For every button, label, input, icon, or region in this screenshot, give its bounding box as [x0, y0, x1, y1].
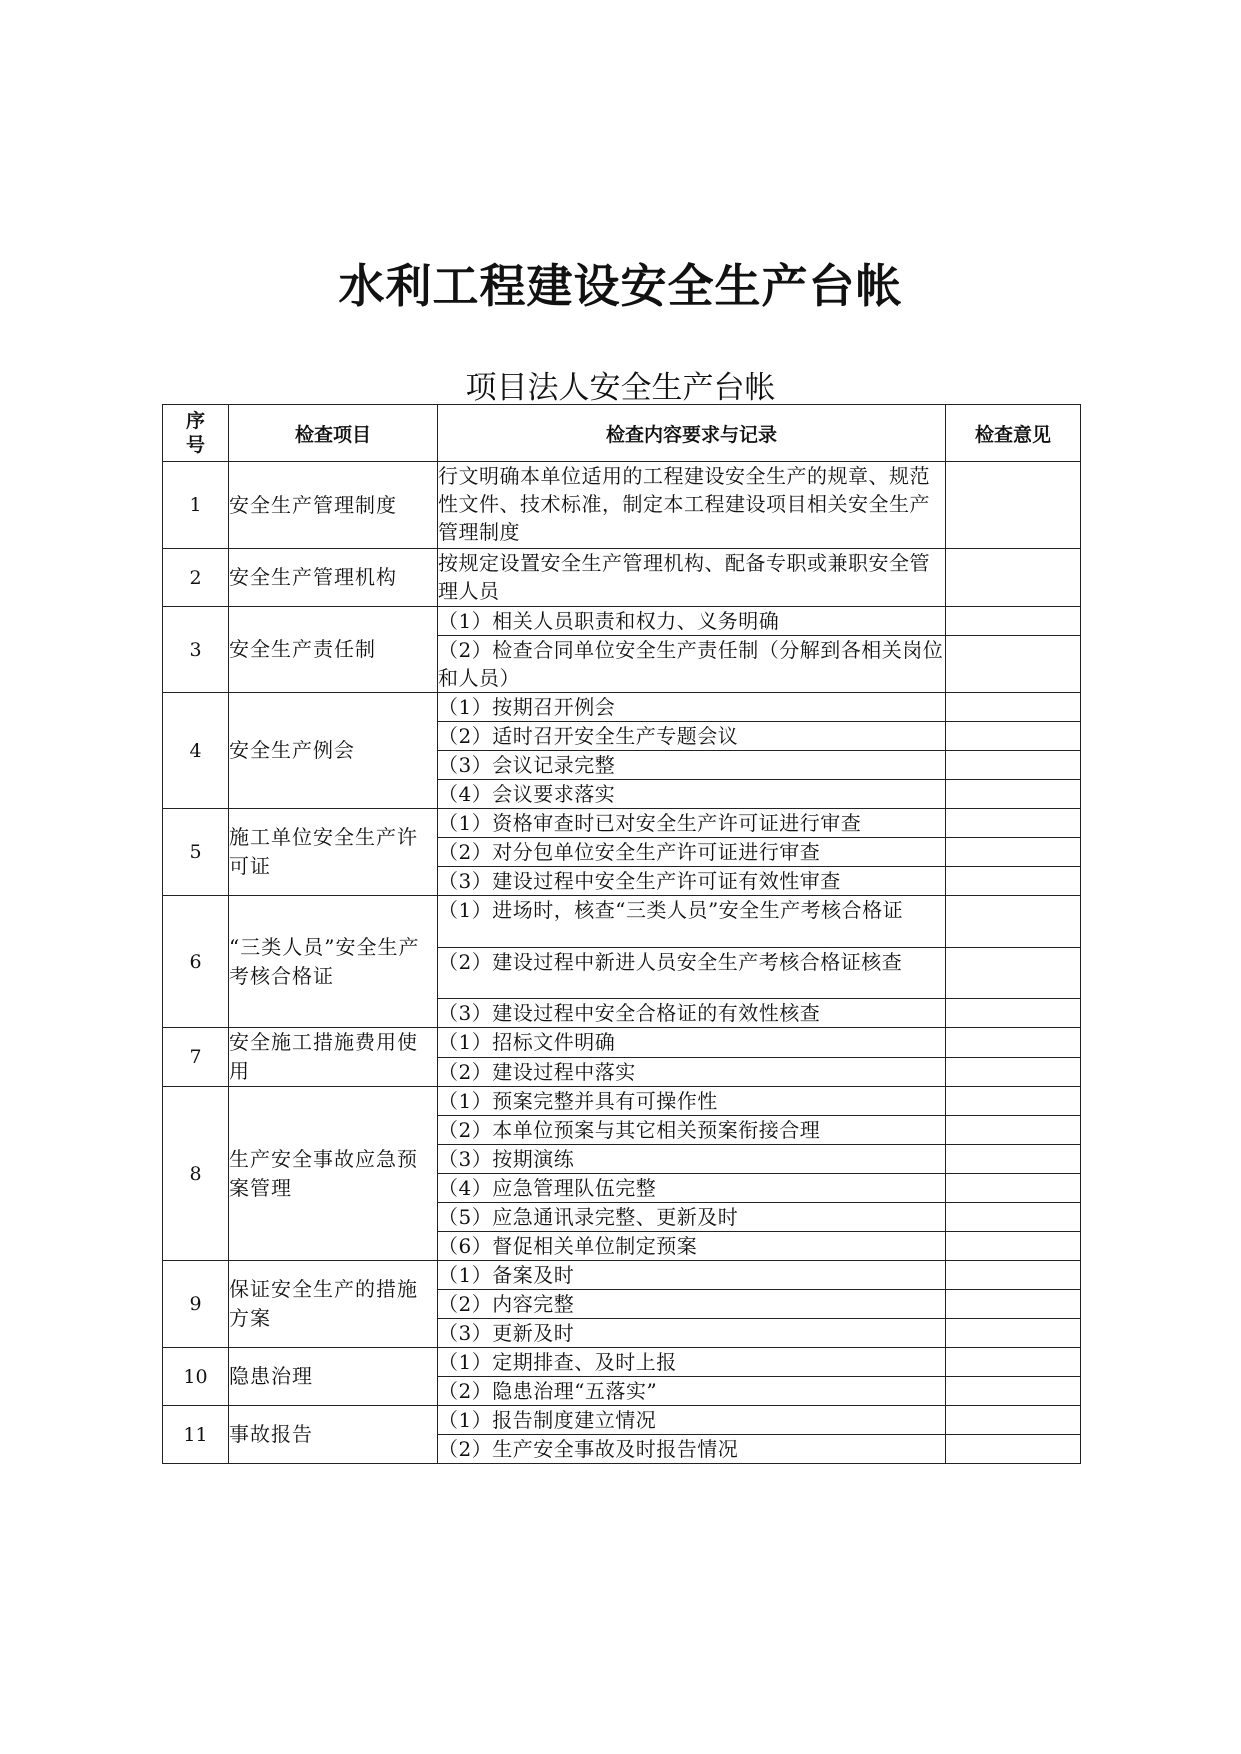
check-opinion-cell[interactable]	[946, 722, 1081, 751]
check-opinion-cell[interactable]	[946, 838, 1081, 867]
check-opinion-cell[interactable]	[946, 1406, 1081, 1435]
check-requirement: （3）会议记录完整	[438, 751, 946, 780]
check-requirement: （1）备案及时	[438, 1261, 946, 1290]
check-requirement: （6）督促相关单位制定预案	[438, 1232, 946, 1261]
table-row	[163, 1261, 1081, 1290]
check-requirement: （2）生产安全事故及时报告情况	[438, 1435, 946, 1464]
check-item: 隐患治理	[229, 1348, 438, 1406]
check-requirement: （1）进场时，核查“三类人员”安全生产考核合格证	[438, 896, 946, 948]
safety-ledger-table	[162, 404, 1081, 1464]
check-opinion-cell[interactable]	[946, 780, 1081, 809]
check-requirement: （1）招标文件明确	[438, 1028, 946, 1058]
check-opinion-cell[interactable]	[946, 1174, 1081, 1203]
check-requirement: （3）建设过程中安全合格证的有效性核查	[438, 999, 946, 1028]
check-requirement: （2）适时召开安全生产专题会议	[438, 722, 946, 751]
table-row	[163, 607, 1081, 636]
check-opinion-cell[interactable]	[946, 1435, 1081, 1464]
check-opinion-cell[interactable]	[946, 809, 1081, 838]
check-item: “三类人员”安全生产考核合格证	[229, 896, 438, 1028]
check-requirement: 行文明确本单位适用的工程建设安全生产的规章、规范性文件、技术标准，制定本工程建设项目相关安全生产管理制度	[438, 462, 946, 549]
check-requirement: （2）建设过程中落实	[438, 1057, 946, 1087]
table-row	[163, 462, 1081, 549]
check-requirement: （1）报告制度建立情况	[438, 1406, 946, 1435]
header-no-label: 序 号	[185, 410, 205, 456]
check-opinion-cell[interactable]	[946, 751, 1081, 780]
header-no	[163, 405, 229, 462]
table-header-row	[163, 405, 1081, 462]
check-opinion-cell[interactable]	[946, 1290, 1081, 1319]
table-title: 项目法人安全生产台帐	[465, 370, 776, 406]
check-opinion-cell[interactable]	[946, 549, 1081, 607]
check-opinion-cell[interactable]	[946, 1319, 1081, 1348]
check-requirement: （5）应急通讯录完整、更新及时	[438, 1203, 946, 1232]
check-opinion-cell[interactable]	[946, 1145, 1081, 1174]
row-number: 1	[163, 462, 229, 549]
row-number: 7	[163, 1028, 229, 1087]
table-row	[163, 1087, 1081, 1116]
check-requirement: （1）定期排查、及时上报	[438, 1348, 946, 1377]
check-requirement: （2）对分包单位安全生产许可证进行审查	[438, 838, 946, 867]
check-requirement: （3）建设过程中安全生产许可证有效性审查	[438, 867, 946, 896]
check-opinion-cell[interactable]	[946, 1028, 1081, 1058]
check-opinion-cell[interactable]	[946, 1203, 1081, 1232]
table-row	[163, 1406, 1081, 1435]
check-opinion-cell[interactable]	[946, 1232, 1081, 1261]
check-opinion-cell[interactable]	[946, 1087, 1081, 1116]
row-number: 10	[163, 1348, 229, 1406]
header-item: 检查项目	[229, 405, 438, 462]
check-item: 安全施工措施费用使用	[229, 1028, 438, 1087]
check-requirement: （2）本单位预案与其它相关预案衔接合理	[438, 1116, 946, 1145]
document-title: 水利工程建设安全生产台帐	[338, 259, 903, 313]
row-number: 11	[163, 1406, 229, 1464]
table-row	[163, 693, 1081, 722]
check-opinion-cell[interactable]	[946, 1348, 1081, 1377]
check-opinion-cell[interactable]	[946, 693, 1081, 722]
header-requirement: 检查内容要求与记录	[438, 405, 946, 462]
check-item: 施工单位安全生产许可证	[229, 809, 438, 896]
check-opinion-cell[interactable]	[946, 1116, 1081, 1145]
check-requirement: （1）资格审查时已对安全生产许可证进行审查	[438, 809, 946, 838]
check-requirement: （1）相关人员职责和权力、义务明确	[438, 607, 946, 636]
row-number: 3	[163, 607, 229, 693]
check-opinion-cell[interactable]	[946, 1261, 1081, 1290]
check-item: 安全生产责任制	[229, 607, 438, 693]
check-opinion-cell[interactable]	[946, 1377, 1081, 1406]
check-item: 事故报告	[229, 1406, 438, 1464]
check-requirement: （2）建设过程中新进人员安全生产考核合格证核查	[438, 948, 946, 999]
header-opinion: 检查意见	[946, 405, 1081, 462]
check-opinion-cell[interactable]	[946, 1057, 1081, 1087]
row-number: 6	[163, 896, 229, 1028]
table-row	[163, 549, 1081, 607]
check-opinion-cell[interactable]	[946, 636, 1081, 693]
check-requirement: （2）隐患治理“五落实”	[438, 1377, 946, 1406]
check-item: 保证安全生产的措施方案	[229, 1261, 438, 1348]
check-requirement: （3）按期演练	[438, 1145, 946, 1174]
table-row	[163, 1348, 1081, 1377]
check-requirement: （1）按期召开例会	[438, 693, 946, 722]
row-number: 9	[163, 1261, 229, 1348]
check-requirement: （1）预案完整并具有可操作性	[438, 1087, 946, 1116]
check-item: 安全生产管理制度	[229, 462, 438, 549]
check-opinion-cell[interactable]	[946, 999, 1081, 1028]
check-item: 安全生产例会	[229, 693, 438, 809]
check-requirement: （2）检查合同单位安全生产责任制（分解到各相关岗位和人员）	[438, 636, 946, 693]
table-row	[163, 809, 1081, 838]
check-requirement: （3）更新及时	[438, 1319, 946, 1348]
check-requirement: （2）内容完整	[438, 1290, 946, 1319]
table-row	[163, 896, 1081, 948]
check-requirement: 按规定设置安全生产管理机构、配备专职或兼职安全管理人员	[438, 549, 946, 607]
check-requirement: （4）应急管理队伍完整	[438, 1174, 946, 1203]
row-number: 2	[163, 549, 229, 607]
check-item: 生产安全事故应急预案管理	[229, 1087, 438, 1261]
check-opinion-cell[interactable]	[946, 896, 1081, 948]
row-number: 4	[163, 693, 229, 809]
row-number: 8	[163, 1087, 229, 1261]
check-opinion-cell[interactable]	[946, 607, 1081, 636]
check-opinion-cell[interactable]	[946, 867, 1081, 896]
check-opinion-cell[interactable]	[946, 462, 1081, 549]
row-number: 5	[163, 809, 229, 896]
table-row	[163, 1028, 1081, 1058]
check-requirement: （4）会议要求落实	[438, 780, 946, 809]
check-opinion-cell[interactable]	[946, 948, 1081, 999]
check-item: 安全生产管理机构	[229, 549, 438, 607]
